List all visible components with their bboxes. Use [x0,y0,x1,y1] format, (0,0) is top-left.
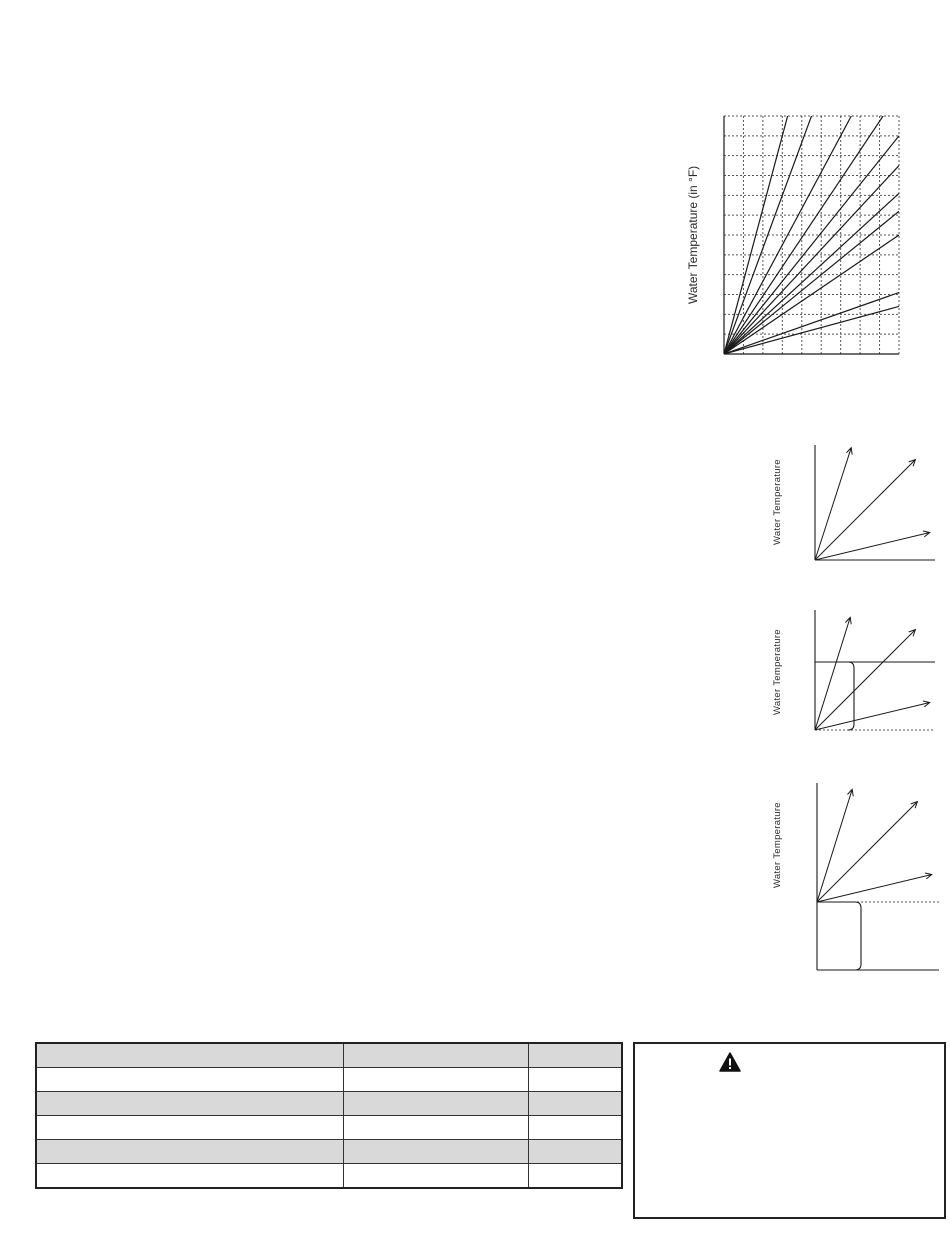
series-arrow-1 [815,448,851,560]
series-arrow-3 [815,702,930,730]
chart1-ylabel: Water Temperature [772,459,783,545]
table-cell [528,1068,622,1092]
table-row [36,1116,622,1140]
series-arrow-2 [815,460,915,560]
series-line-6 [724,166,899,354]
range-bracket [817,902,861,970]
table-cell [344,1068,528,1092]
table-row [36,1140,622,1164]
table-cell [344,1116,528,1140]
series-arrow-3 [817,874,932,902]
chart3-ylabel: Water Temperature [772,802,783,888]
table-cell [528,1116,622,1140]
table-cell [344,1092,528,1116]
rate-chart-2 [805,605,945,740]
series-arrow-2 [817,802,917,902]
warning-box [633,1042,946,1219]
table-cell [528,1043,622,1068]
table-cell [344,1140,528,1164]
rate-chart-3 [805,778,945,978]
table-cell [36,1164,344,1189]
table-cell [36,1140,344,1164]
series-arrow-3 [815,532,930,560]
table-row [36,1068,622,1092]
warning-triangle-icon [719,1052,741,1072]
series-line-10 [724,293,899,354]
rate-chart-1 [805,440,945,570]
series-arrow-2 [815,630,915,730]
table-cell [344,1164,528,1189]
range-bracket [815,662,854,730]
table-row [36,1043,622,1068]
chart2-ylabel: Water Temperature [772,629,783,715]
table-cell [36,1043,344,1068]
table-cell [36,1092,344,1116]
main-chart-ylabel: Water Temperature (in °F) [686,165,700,304]
table-cell [528,1164,622,1189]
table-cell [528,1140,622,1164]
table-cell [528,1092,622,1116]
table-cell [36,1068,344,1092]
table-row [36,1092,622,1116]
main-temperature-chart [718,110,908,360]
table-cell [344,1043,528,1068]
series-line-5 [724,136,899,354]
data-table [35,1042,623,1189]
table-cell [36,1116,344,1140]
table-row [36,1164,622,1189]
